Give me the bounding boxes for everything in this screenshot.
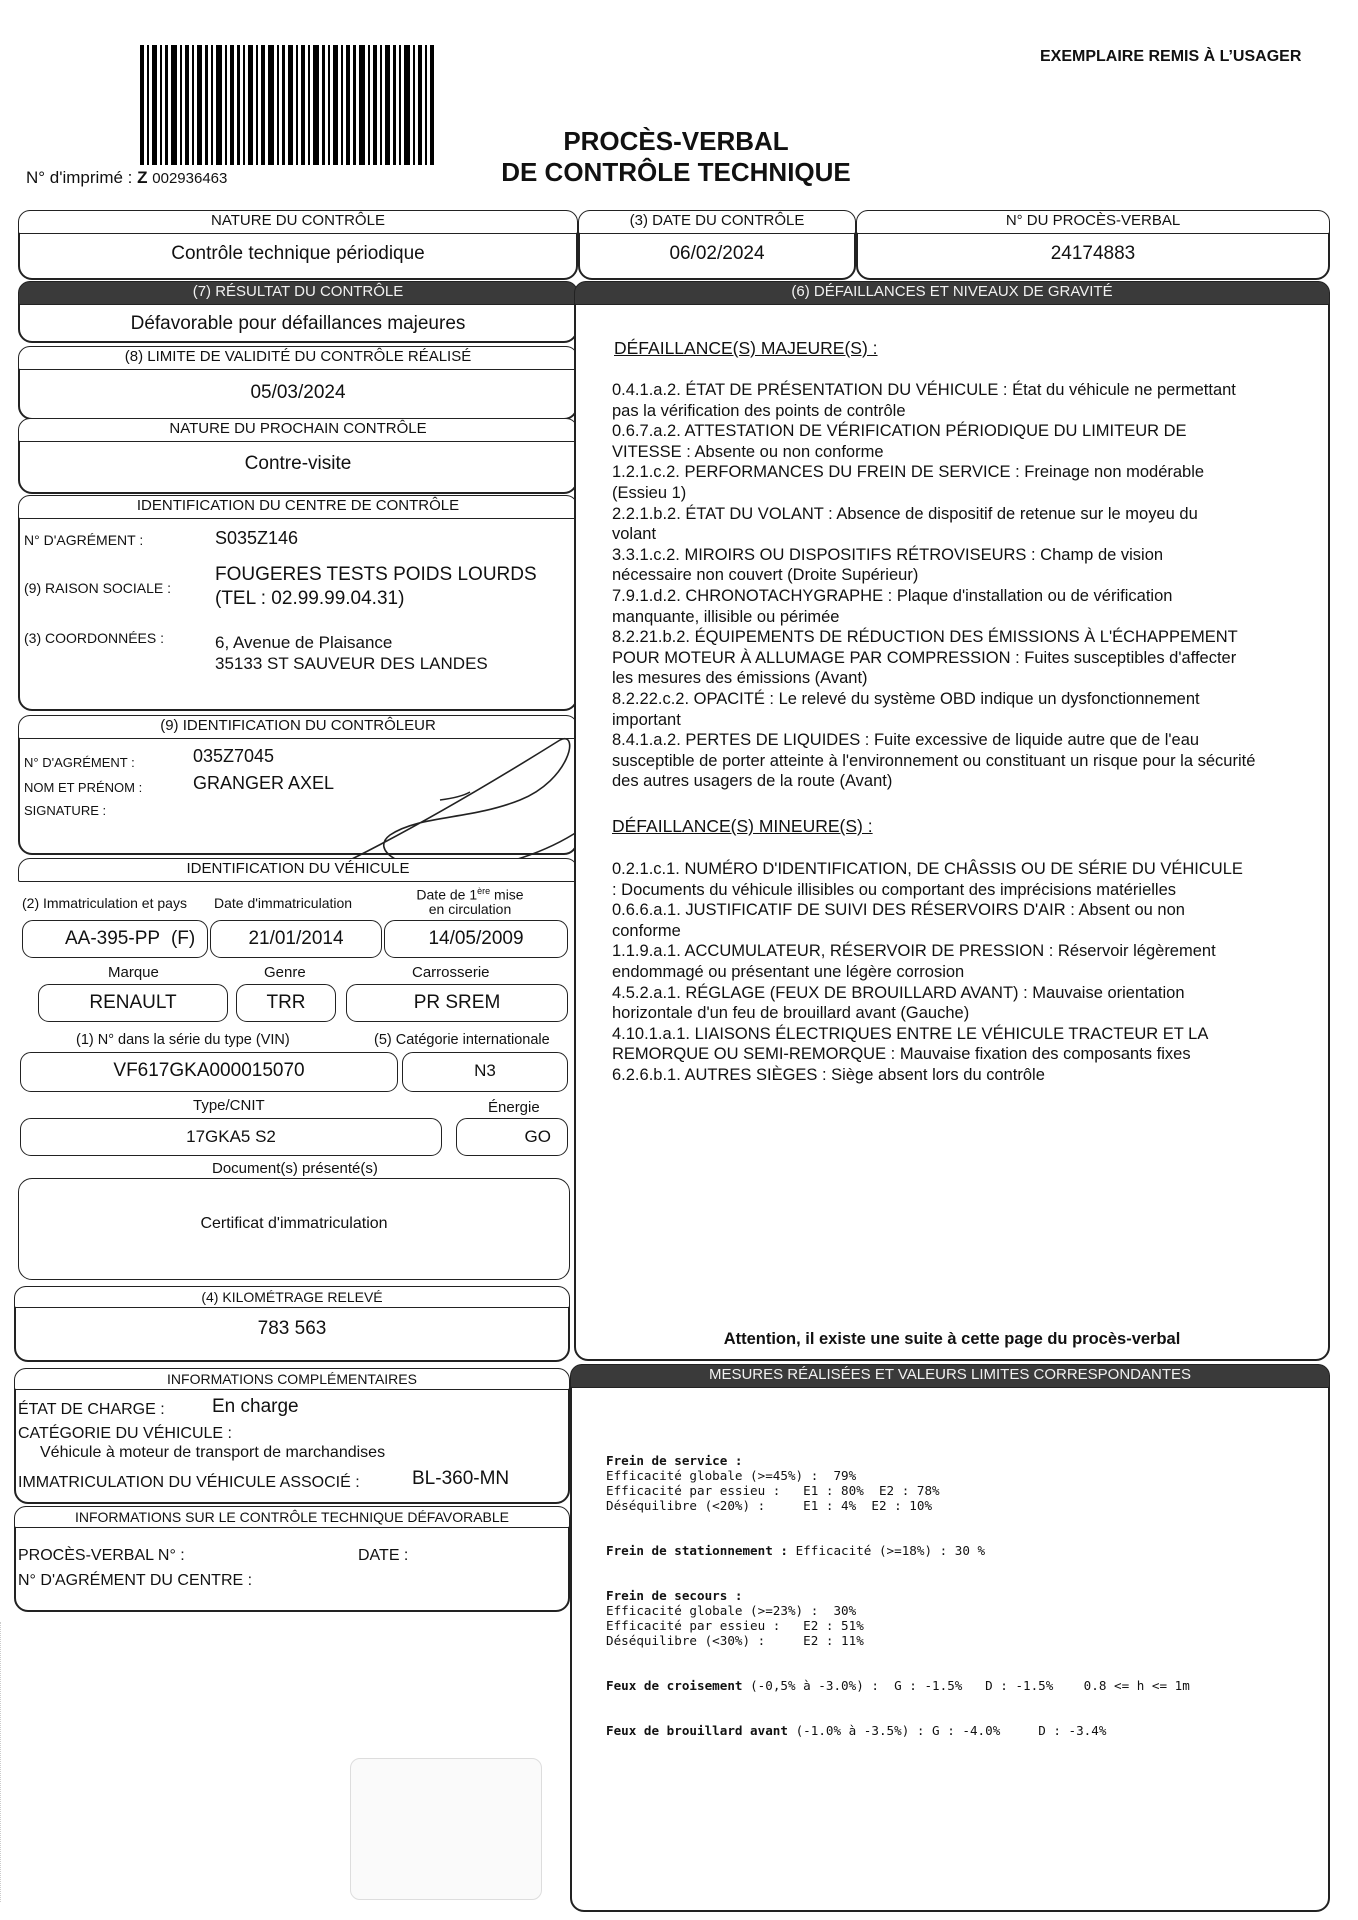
defect-line: pas la vérification des points de contrôle <box>612 401 906 420</box>
carrosserie-pill <box>346 984 568 1022</box>
frein-service-line: Efficacité par essieu : E1 : 80% E2 : 78% <box>606 1483 940 1498</box>
categorie-pill <box>402 1052 568 1092</box>
defect-item <box>612 983 1332 1024</box>
defect-line: important <box>612 710 681 729</box>
frein-secours-line: Efficacité globale (>=23%) : 30% <box>606 1603 857 1618</box>
defaillances-header: (6) DÉFAILLANCES ET NIVEAUX DE GRAVITÉ <box>574 281 1330 305</box>
attention-note: Attention, il existe une suite à cette page du procès-verbal <box>723 1330 1181 1348</box>
numero-pv-value: 24174883 <box>1050 243 1136 264</box>
kilometrage-header: (4) KILOMÉTRAGE RELEVÉ <box>14 1286 570 1308</box>
centre-agrement-label: N° D'AGRÉMENT : <box>24 532 144 548</box>
defect-line: REMORQUE OU SEMI-REMORQUE : Mauvaise fixation des composants fixes <box>612 1045 1191 1064</box>
prochain-controle-header: NATURE DU PROCHAIN CONTRÔLE <box>18 418 578 442</box>
defect-line: 3.3.1.c.2. MIROIRS OU DISPOSITIFS RÉTROVISEURS : Champ de vision <box>612 545 1164 564</box>
defect-line: 4.10.1.a.1. LIAISONS ÉLECTRIQUES ENTRE LE VÉHICULE TRACTEUR ET LA <box>612 1024 1209 1043</box>
controleur-nom-label: NOM ET PRÉNOM : <box>24 780 143 795</box>
date-immat-value: 21/01/2014 <box>248 928 344 949</box>
date-mise-label-1: Date de 1 <box>416 886 478 903</box>
centre-header: IDENTIFICATION DU CENTRE DE CONTRÔLE <box>18 495 578 519</box>
kilometrage-value: 783 563 <box>257 1318 327 1339</box>
feux-croisement-value: (-0,5% à -3.0%) : G : -1.5% D : -1.5% 0.8 <= h <= 1m <box>742 1678 1190 1693</box>
date-immat-label: Date d'immatriculation <box>214 895 353 911</box>
defect-item <box>612 545 1332 586</box>
defect-line: des autres usagers de la route (Avant) <box>612 772 893 791</box>
frein-secours-line: Déséquilibre (<30%) : E2 : 11% <box>606 1633 864 1648</box>
defect-line: 8.2.21.b.2. ÉQUIPEMENTS DE RÉDUCTION DES ÉMISSIONS À L'ÉCHAPPEMENT <box>612 628 1238 647</box>
energie-value: GO <box>524 1127 551 1146</box>
feux-croisement-title: Feux de croisement <box>606 1678 743 1693</box>
resultat-header: (7) RÉSULTAT DU CONTRÔLE <box>18 281 578 305</box>
date-mise-value: 14/05/2009 <box>428 928 524 949</box>
controleur-agrement-label: N° D'AGRÉMENT : <box>24 755 135 770</box>
centre-raison-line1: FOUGERES TESTS POIDS LOURDS <box>215 564 537 585</box>
title-line-2: DE CONTRÔLE TECHNIQUE <box>501 157 851 187</box>
categorie-label: (5) Catégorie internationale <box>374 1032 550 1048</box>
defect-item <box>612 421 1332 462</box>
carrosserie-label: Carrosserie <box>412 964 490 981</box>
marque-value: RENAULT <box>89 992 177 1013</box>
barcode-graphic <box>140 45 435 165</box>
perforation-line <box>0 1622 2 1902</box>
controleur-agrement-value: 035Z7045 <box>193 746 275 766</box>
vin-label: (1) N° dans la série du type (VIN) <box>76 1032 290 1048</box>
immat-associe-label: IMMATRICULATION DU VÉHICULE ASSOCIÉ : <box>18 1474 360 1491</box>
frein-stationnement-value: Efficacité (>=18%) : 30 % <box>787 1543 986 1558</box>
frein-service-line: Déséquilibre (<20%) : E1 : 4% E2 : 10% <box>606 1498 933 1513</box>
defect-line: 1.2.1.c.2. PERFORMANCES DU FREIN DE SERVICE : Freinage non modérable <box>612 463 1205 482</box>
date-mise-label-sup: ère <box>477 886 491 896</box>
agrement-defavorable-label: N° D'AGRÉMENT DU CENTRE : <box>18 1572 253 1589</box>
defect-item <box>612 627 1332 689</box>
defect-line: : Documents du véhicule illisibles ou comportant des imprécisions matérielles <box>612 880 1176 899</box>
type-pill <box>20 1118 442 1156</box>
defect-line: 1.1.9.a.1. ACCUMULATEUR, RÉSERVOIR DE PRESSION : Réservoir légèrement <box>612 942 1216 961</box>
defect-item <box>612 730 1332 792</box>
date-controle-header: (3) DATE DU CONTRÔLE <box>578 210 856 234</box>
print-number <box>26 168 227 188</box>
date-mise-label <box>405 884 535 916</box>
marque-pill <box>38 984 228 1022</box>
immat-label: (2) Immatriculation et pays <box>22 895 187 911</box>
marque-label: Marque <box>108 964 159 981</box>
defect-line: endommagé ou présentant une légère corrosion <box>612 962 965 981</box>
date-mise-pill <box>384 920 568 958</box>
defect-line: horizontale d'un feu de brouillard avant (Gauche) <box>612 1004 970 1023</box>
print-number-label: N° d'imprimé : <box>26 168 133 187</box>
frein-stationnement-title: Frein de stationnement : <box>606 1543 788 1558</box>
date-mise-label-2: mise <box>490 886 524 903</box>
defect-line: susceptible de porter atteinte à l'environnement ou constituant un risque pour la sécurité <box>612 751 1256 770</box>
date-defavorable-label: DATE : <box>358 1547 409 1564</box>
defect-item <box>612 859 1332 900</box>
genre-value: TRR <box>266 992 306 1013</box>
infos-complementaires-header: INFORMATIONS COMPLÉMENTAIRES <box>14 1368 570 1390</box>
title-line-1: PROCÈS-VERBAL <box>563 126 789 156</box>
defect-line: 8.2.22.c.2. OPACITÉ : Le relevé du système OBD indique un dysfonctionnement <box>612 689 1200 708</box>
mesures-header: MESURES RÉALISÉES ET VALEURS LIMITES CORRESPONDANTES <box>570 1364 1330 1388</box>
frein-service-title: Frein de service : <box>606 1453 743 1468</box>
defect-line: 8.4.1.a.2. PERTES DE LIQUIDES : Fuite excessive de liquide autre que de l'eau <box>612 731 1200 750</box>
type-value: 17GKA5 S2 <box>186 1127 276 1146</box>
defect-line: 7.9.1.d.2. CHRONOTACHYGRAPHE : Plaque d'installation ou de vérification <box>612 586 1173 605</box>
energie-label: Énergie <box>488 1099 540 1116</box>
document-title <box>470 126 882 188</box>
defect-line: 0.4.1.a.2. ÉTAT DE PRÉSENTATION DU VÉHICULE : État du véhicule ne permettant <box>612 381 1236 399</box>
defect-line: 4.5.2.a.1. RÉGLAGE (FEUX DE BROUILLARD AVANT) : Mauvaise orientation <box>612 983 1185 1002</box>
defect-line: (Essieu 1) <box>612 483 687 502</box>
immat-pill <box>22 920 208 958</box>
defect-line: volant <box>612 525 657 544</box>
etat-charge-value: En charge <box>212 1396 299 1417</box>
limite-validite-value: 05/03/2024 <box>250 382 346 403</box>
mesures-content <box>606 1438 1190 1753</box>
nature-controle-header: NATURE DU CONTRÔLE <box>18 210 578 234</box>
majeures-title: DÉFAILLANCE(S) MAJEURE(S) : <box>614 338 878 358</box>
defect-item <box>612 1024 1332 1065</box>
defect-line: POUR MOTEUR À ALLUMAGE PAR COMPRESSION : Fuites susceptibles d'affecter <box>612 648 1237 667</box>
controleur-signature-label: SIGNATURE : <box>24 803 107 818</box>
defect-item <box>612 941 1332 982</box>
infos-defavorable-header: INFORMATIONS SUR LE CONTRÔLE TECHNIQUE DÉFAVORABLE <box>14 1506 570 1528</box>
barcode <box>140 45 435 165</box>
date-mise-label-3: en circulation <box>428 900 512 917</box>
majeures-list <box>612 380 1332 792</box>
print-number-value: 002936463 <box>152 170 228 187</box>
centre-coord-line2: 35133 ST SAUVEUR DES LANDES <box>215 654 488 673</box>
defect-line: 0.6.6.a.1. JUSTIFICATIF DE SUIVI DES RÉSERVOIRS D'AIR : Absent ou non <box>612 901 1185 920</box>
defect-item <box>612 586 1332 627</box>
prochain-controle-value: Contre-visite <box>244 453 352 474</box>
frein-secours-line: Efficacité par essieu : E2 : 51% <box>606 1618 864 1633</box>
defect-line: nécessaire non couvert (Droite Supérieur) <box>612 566 919 585</box>
defect-line: 0.2.1.c.1. NUMÉRO D'IDENTIFICATION, DE CHÂSSIS OU DE SÉRIE DU VÉHICULE <box>612 860 1243 878</box>
copy-label: EXEMPLAIRE REMIS À L’USAGER <box>1040 48 1302 65</box>
vin-pill <box>20 1052 398 1092</box>
limite-validite-header: (8) LIMITE DE VALIDITÉ DU CONTRÔLE RÉALISÉ <box>18 346 578 370</box>
envelope-window <box>350 1758 542 1900</box>
defect-line: conforme <box>612 921 681 940</box>
centre-coord-line1: 6, Avenue de Plaisance <box>215 633 393 652</box>
defect-item <box>612 380 1332 421</box>
defect-line: les mesures des émissions (Avant) <box>612 669 868 688</box>
vin-value: VF617GKA000015070 <box>113 1060 305 1081</box>
defect-item <box>612 1065 1332 1086</box>
carrosserie-value: PR SREM <box>413 992 501 1013</box>
defect-item <box>612 504 1332 545</box>
controleur-nom-value: GRANGER AXEL <box>193 773 335 793</box>
defect-item <box>612 462 1332 503</box>
date-immat-pill <box>210 920 382 958</box>
defect-item <box>612 900 1332 941</box>
print-number-prefix: Z <box>137 168 148 187</box>
centre-agrement-value: S035Z146 <box>215 528 299 548</box>
categorie-vehicule-label: CATÉGORIE DU VÉHICULE : <box>18 1425 232 1442</box>
frein-service-line: Efficacité globale (>=45%) : 79% <box>606 1468 857 1483</box>
documents-label: Document(s) présenté(s) <box>212 1160 378 1177</box>
centre-raison-label: (9) RAISON SOCIALE : <box>24 580 172 596</box>
date-controle-value: 06/02/2024 <box>669 243 765 264</box>
categorie-vehicule-value: Véhicule à moteur de transport de marchandises <box>40 1444 386 1461</box>
genre-label: Genre <box>264 964 306 981</box>
frein-secours-title: Frein de secours : <box>606 1588 743 1603</box>
resultat-value: Défavorable pour défaillances majeures <box>130 313 466 334</box>
immat-value: AA-395-PP <box>65 928 160 949</box>
defect-line: 0.6.7.a.2. ATTESTATION DE VÉRIFICATION PÉRIODIQUE DU LIMITEUR DE <box>612 422 1187 441</box>
nature-controle-value: Contrôle technique périodique <box>171 243 425 264</box>
defect-line: 2.2.1.b.2. ÉTAT DU VOLANT : Absence de dispositif de retenue sur le moyeu du <box>612 504 1198 523</box>
controleur-header: (9) IDENTIFICATION DU CONTRÔLEUR <box>18 715 578 739</box>
genre-pill <box>236 984 336 1022</box>
defect-line: manquante, illisible ou périmée <box>612 607 840 626</box>
defect-line: VITESSE : Absente ou non conforme <box>612 442 884 461</box>
centre-raison-line2: (TEL : 02.99.99.04.31) <box>215 588 405 609</box>
pv-defavorable-label: PROCÈS-VERBAL N° : <box>18 1547 185 1564</box>
categorie-value: N3 <box>474 1061 496 1080</box>
documents-value: Certificat d'immatriculation <box>200 1215 388 1232</box>
feux-brouillard-title: Feux de brouillard avant <box>606 1723 788 1738</box>
immat-associe-value: BL-360-MN <box>412 1468 510 1489</box>
feux-brouillard-value: (-1.0% à -3.5%) : G : -4.0% D : -3.4% <box>787 1723 1107 1738</box>
centre-coord-label: (3) COORDONNÉES : <box>24 630 165 646</box>
pays-value: (F) <box>170 928 196 949</box>
numero-pv-header: N° DU PROCÈS-VERBAL <box>856 210 1330 234</box>
defect-item <box>612 689 1332 730</box>
type-label: Type/CNIT <box>193 1097 265 1114</box>
energie-pill <box>456 1118 568 1156</box>
mineures-title: DÉFAILLANCE(S) MINEURE(S) : <box>612 816 873 836</box>
vehicule-header: IDENTIFICATION DU VÉHICULE <box>18 858 578 882</box>
etat-charge-label: ÉTAT DE CHARGE : <box>18 1401 165 1418</box>
defect-line: 6.2.6.b.1. AUTRES SIÈGES : Siège absent lors du contrôle <box>612 1065 1045 1084</box>
mineures-list <box>612 859 1332 1086</box>
